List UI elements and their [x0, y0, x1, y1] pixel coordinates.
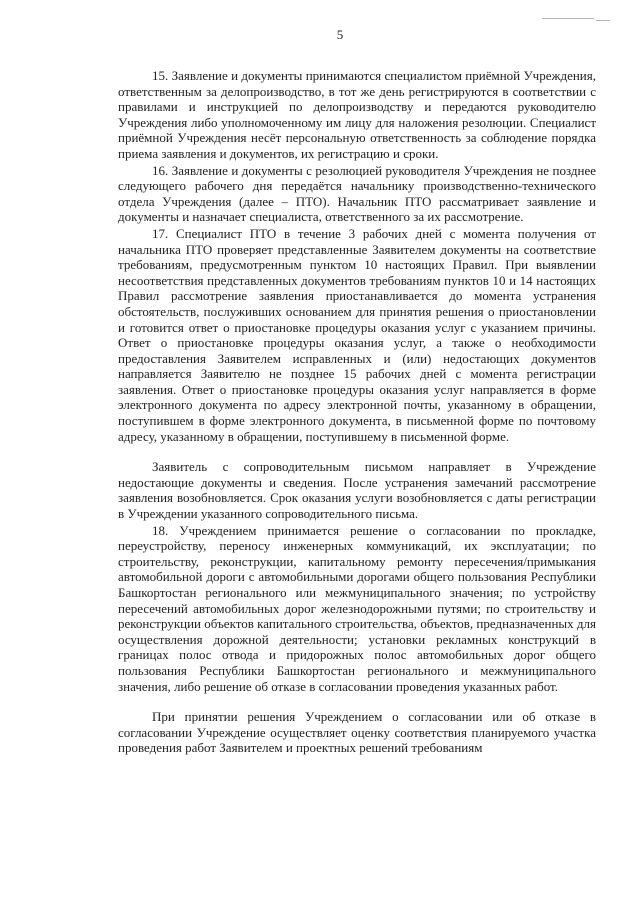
scan-artifact — [596, 20, 610, 21]
paragraph-18: 18. Учреждением принимается решение о согласовании по прокладке, переустройству, переносу инженерных коммуникаций, их эксплуатации; по строительству, реконструкции, капитальному ремонту пересечения/примыкания автомобильной дороги с автомобильными дорогами общего пользования Республики Башкортостан регионального или межмуниципального значения; по устройству пересечений автомобильных дорог железнодорожными путями; по строительству и реконструкции объектов капитального строительства, объектов, предназначенных для осуществления дорожной деятельности; установки рекламных конструкций в границах полос отвода и придорожных полос автомобильных дорог общего пользования Республики Башкортостан регионального и межмуниципального значения, либо решение об отказе в согласовании проведения указанных работ. — [118, 522, 596, 694]
paragraph-15: 15. Заявление и документы принимаются специалистом приёмной Учреждения, ответственным за делопроизводство, в тот же день регистрируются в соответствии с правилами и инструкцией по делопроизводству и передаются руководителю Учреждения либо уполномоченному им лицу для наложения резолюции. Специалист приёмной Учреждения несёт персональную ответственность за соблюдение порядка приема заявления и документов, их регистрацию и сроки. — [118, 68, 596, 161]
paragraph-18-continuation: При принятии решения Учреждением о согласовании или об отказе в согласовании Учреждение осуществляет оценку соответствия планируемого участка проведения работ Заявителем и проектных решений требованиям — [118, 709, 596, 756]
paragraph-17: 17. Специалист ПТО в течение 3 рабочих дней с момента получения от начальника ПТО проверяет представленные Заявителем документы на соответствие требованиям, предусмотренным пунктом 10 настоящих Правил. При выявлении несоответствия представленных документов требованиям пунктов 10 и 14 настоящих Правил рассмотрение заявления приостанавливается до момента устранения обстоятельств, послуживших основанием для принятия решения о приостановлении и готовится ответ о приостановке процедуры оказания услуг с указанием причины. Ответ о приостановке процедуры оказания услуг, а также о необходимости предоставления Заявителем исправленных и (или) недостающих документов направляется Заявителю не позднее 15 рабочих дней с момента регистрации заявления. Ответ о приостановке процедуры оказания услуг направляется в форме электронного документа по адресу электронной почты, указанному в обращении, поступившем в форме электронного документа, в письменной форме по почтовому адресу, указанному в обращении, поступившему в письменной форме. — [118, 225, 596, 444]
page-number: 5 — [336, 27, 344, 42]
paragraph-17-continuation: Заявитель с сопроводительным письмом направляет в Учреждение недостающие документы и сведения. После устранения замечаний рассмотрение заявления возобновляется. Срок оказания услуги возобновляется с даты регистрации в Учреждении указанного сопроводительного письма. — [118, 459, 596, 522]
scan-artifact — [542, 18, 594, 19]
paragraph-16: 16. Заявление и документы с резолюцией руководителя Учреждения не позднее следующего рабочего дня передаётся начальнику производственно-технического отдела Учреждения (далее – ПТО). Начальник ПТО рассматривает заявление и документы и назначает специалиста, ответственного за их рассмотрение. — [118, 162, 596, 225]
document-body — [118, 68, 596, 756]
